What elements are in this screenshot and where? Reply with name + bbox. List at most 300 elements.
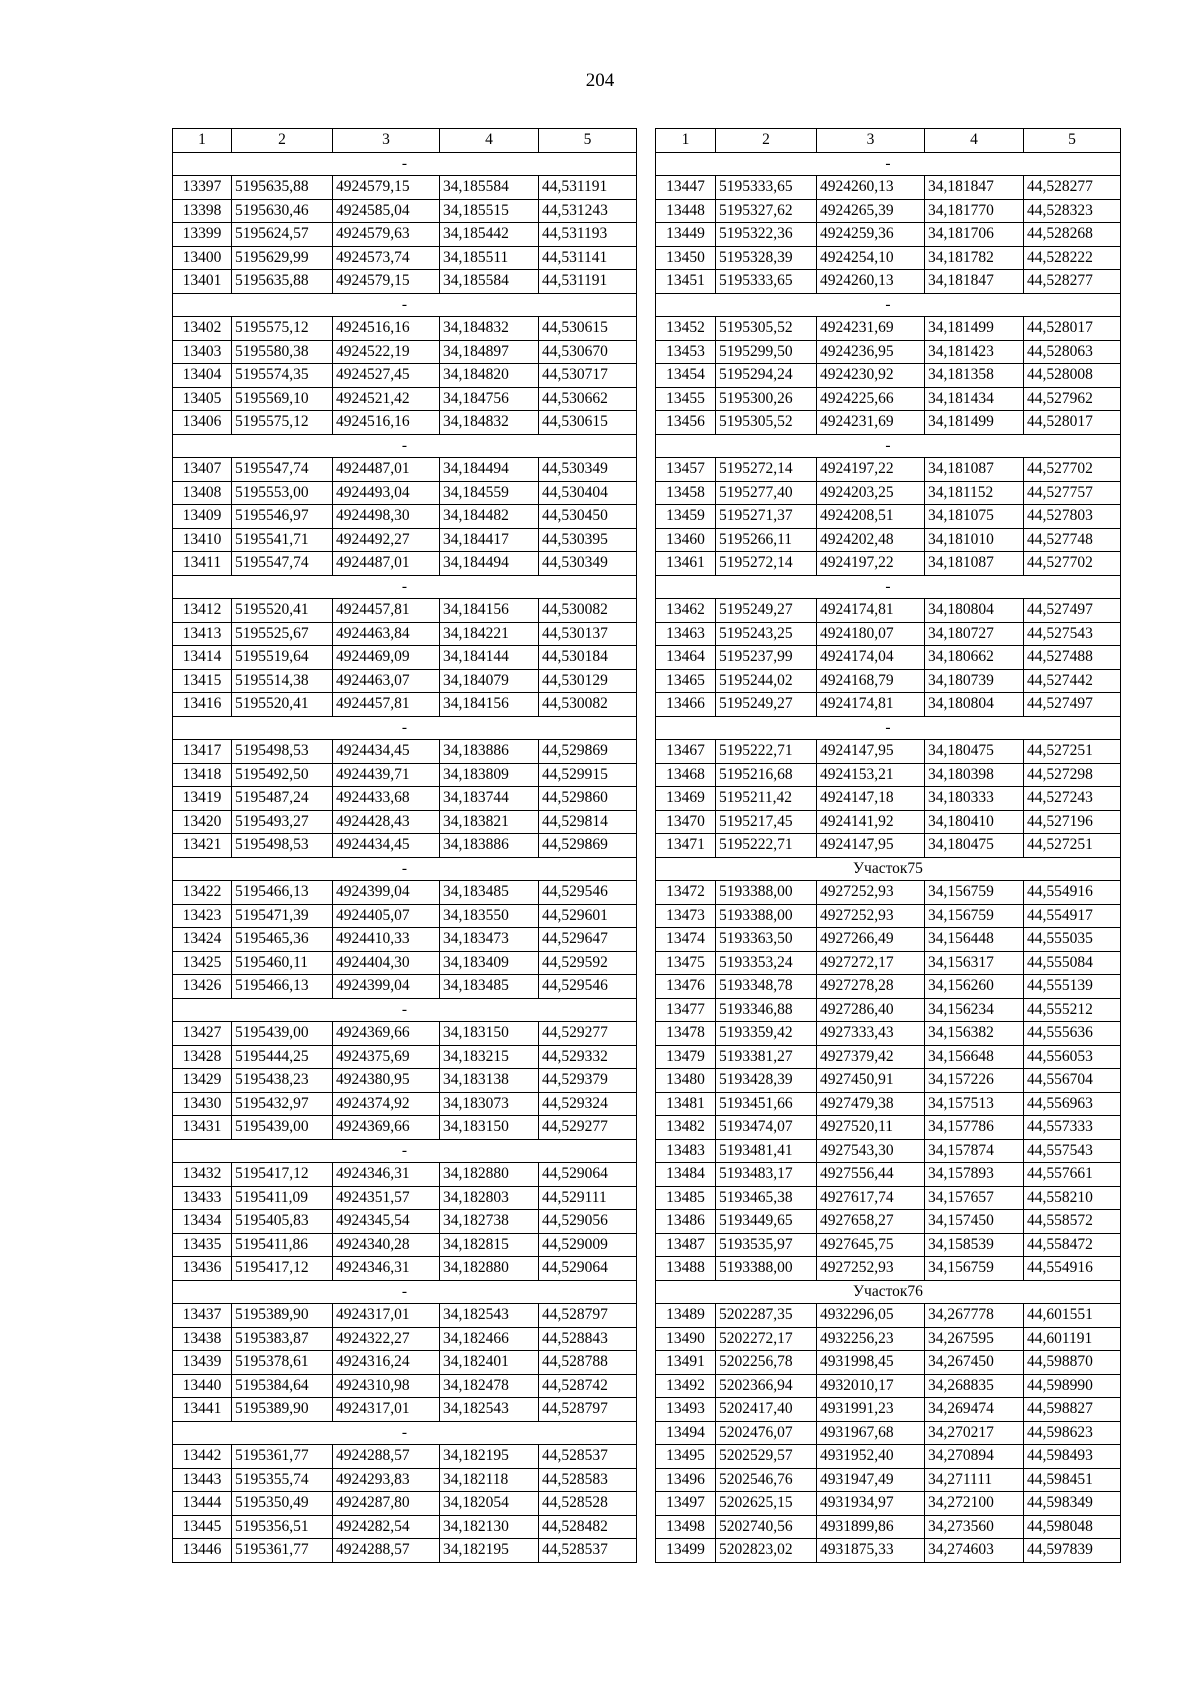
table-row [173, 881, 637, 905]
coordinate-cell: 34,156382 [925, 1022, 1024, 1046]
coordinate-cell: 4924310,98 [333, 1374, 440, 1398]
coordinate-cell: 5195575,12 [232, 411, 333, 435]
coordinate-cell: 5202256,78 [716, 1351, 817, 1375]
coordinate-cell: 5193428,39 [716, 1069, 817, 1093]
table-row [656, 223, 1121, 247]
coordinate-cell: 5195333,65 [716, 176, 817, 200]
coordinate-cell: 4927272,17 [817, 951, 925, 975]
coordinate-cell: 34,184897 [440, 340, 539, 364]
coordinate-cell: 34,184482 [440, 505, 539, 529]
coordinate-cell: 44,529601 [539, 904, 637, 928]
table-row [173, 1515, 637, 1539]
table-row [656, 975, 1121, 999]
table-row [656, 1022, 1121, 1046]
coordinate-cell: 4924434,45 [333, 740, 440, 764]
table-row [173, 481, 637, 505]
table-row [656, 176, 1121, 200]
coordinate-cell: 44,530670 [539, 340, 637, 364]
coordinate-cell: 34,183886 [440, 740, 539, 764]
coordinate-cell: 34,182130 [440, 1515, 539, 1539]
table-row [656, 340, 1121, 364]
point-number-cell: 13424 [173, 928, 232, 952]
coordinate-cell: 44,529592 [539, 951, 637, 975]
coordinate-cell: 5193481,41 [716, 1139, 817, 1163]
coordinate-cell: 5195411,09 [232, 1186, 333, 1210]
point-number-cell: 13444 [173, 1492, 232, 1516]
point-number-cell: 13402 [173, 317, 232, 341]
coordinate-cell: 34,184417 [440, 528, 539, 552]
column-header: 3 [333, 129, 440, 153]
coordinate-cell: 4924287,80 [333, 1492, 440, 1516]
point-number-cell: 13484 [656, 1163, 716, 1187]
coordinate-cell: 5195305,52 [716, 317, 817, 341]
coordinate-cell: 44,529277 [539, 1116, 637, 1140]
coordinate-cell: 4932296,05 [817, 1304, 925, 1328]
coordinate-cell: 4924498,30 [333, 505, 440, 529]
coordinate-cell: 5195361,77 [232, 1445, 333, 1469]
point-number-cell: 13409 [173, 505, 232, 529]
point-number-cell: 13498 [656, 1515, 716, 1539]
coordinate-cell: 4924174,81 [817, 693, 925, 717]
coordinate-cell: 5195466,13 [232, 881, 333, 905]
coordinate-cell: 44,529869 [539, 740, 637, 764]
coordinate-cell: 34,180410 [925, 810, 1024, 834]
point-number-cell: 13439 [173, 1351, 232, 1375]
table-row [656, 505, 1121, 529]
coordinate-cell: 34,267450 [925, 1351, 1024, 1375]
coordinate-cell: 5195439,00 [232, 1022, 333, 1046]
point-number-cell: 13488 [656, 1257, 716, 1281]
coordinate-cell: 5193465,38 [716, 1186, 817, 1210]
point-number-cell: 13457 [656, 458, 716, 482]
table-row [173, 317, 637, 341]
coordinate-cell: 5195541,71 [232, 528, 333, 552]
point-number-cell: 13463 [656, 622, 716, 646]
coordinate-cell: 4924573,74 [333, 246, 440, 270]
point-number-cell: 13483 [656, 1139, 716, 1163]
coordinate-cell: 4927252,93 [817, 904, 925, 928]
table-row [656, 458, 1121, 482]
section-label: - [656, 293, 1121, 317]
point-number-cell: 13434 [173, 1210, 232, 1234]
coordinate-cell: 4924340,28 [333, 1233, 440, 1257]
coordinate-cell: 34,182195 [440, 1445, 539, 1469]
point-number-cell: 13419 [173, 787, 232, 811]
point-number-cell: 13479 [656, 1045, 716, 1069]
coordinate-cell: 44,527962 [1024, 387, 1121, 411]
coordinate-cell: 5193381,27 [716, 1045, 817, 1069]
coordinate-cell: 4924259,36 [817, 223, 925, 247]
table-row [656, 552, 1121, 576]
coordinate-cell: 44,530615 [539, 411, 637, 435]
table-row [173, 246, 637, 270]
coordinate-cell: 44,529546 [539, 881, 637, 905]
coordinate-cell: 5195328,39 [716, 246, 817, 270]
section-label: - [173, 575, 637, 599]
point-number-cell: 13477 [656, 998, 716, 1022]
table-row [173, 646, 637, 670]
coordinate-cell: 44,530184 [539, 646, 637, 670]
coordinate-cell: 34,183821 [440, 810, 539, 834]
coordinate-cell: 5195438,23 [232, 1069, 333, 1093]
table-row [656, 481, 1121, 505]
coordinate-cell: 5195520,41 [232, 693, 333, 717]
coordinate-cell: 44,529064 [539, 1163, 637, 1187]
header-row [656, 129, 1121, 153]
coordinate-cell: 44,598623 [1024, 1421, 1121, 1445]
coordinate-cell: 44,528843 [539, 1327, 637, 1351]
coordinate-cell: 44,555636 [1024, 1022, 1121, 1046]
coordinate-cell: 4924487,01 [333, 552, 440, 576]
coordinate-cell: 4924197,22 [817, 552, 925, 576]
coordinate-cell: 44,554916 [1024, 881, 1121, 905]
coordinate-cell: 5195519,64 [232, 646, 333, 670]
coordinate-cell: 4924260,13 [817, 270, 925, 294]
coordinate-cell: 4924434,45 [333, 834, 440, 858]
coordinate-cell: 5195244,02 [716, 669, 817, 693]
coordinate-cell: 5193449,65 [716, 1210, 817, 1234]
point-number-cell: 13494 [656, 1421, 716, 1445]
column-header: 2 [716, 129, 817, 153]
coordinate-cell: 34,183886 [440, 834, 539, 858]
coordinate-cell: 34,273560 [925, 1515, 1024, 1539]
table-row [656, 1398, 1121, 1422]
coordinate-cell: 4931991,23 [817, 1398, 925, 1422]
table-row [173, 1257, 637, 1281]
coordinate-cell: 34,185515 [440, 199, 539, 223]
coordinate-cell: 34,267595 [925, 1327, 1024, 1351]
coordinate-cell: 5195466,13 [232, 975, 333, 999]
coordinate-cell: 44,530082 [539, 599, 637, 623]
coordinate-cell: 5195272,14 [716, 458, 817, 482]
table-row [173, 505, 637, 529]
coordinate-cell: 5195277,40 [716, 481, 817, 505]
table-row [656, 387, 1121, 411]
coordinate-cell: 4927252,93 [817, 1257, 925, 1281]
coordinate-cell: 5193388,00 [716, 1257, 817, 1281]
coordinate-cell: 4924579,63 [333, 223, 440, 247]
coordinate-cell: 5195514,38 [232, 669, 333, 693]
section-separator-row [173, 152, 637, 176]
coordinate-cell: 44,555139 [1024, 975, 1121, 999]
coordinate-cell: 34,181087 [925, 458, 1024, 482]
coordinate-cell: 44,527748 [1024, 528, 1121, 552]
coordinate-cell: 5195553,00 [232, 481, 333, 505]
coordinate-cell: 34,185511 [440, 246, 539, 270]
coordinate-cell: 5202529,57 [716, 1445, 817, 1469]
coordinate-cell: 34,183473 [440, 928, 539, 952]
coordinate-cell: 5202366,94 [716, 1374, 817, 1398]
section-separator-row [173, 1139, 637, 1163]
coordinate-cell: 5195465,36 [232, 928, 333, 952]
coordinate-cell: 34,182466 [440, 1327, 539, 1351]
coordinate-cell: 44,529647 [539, 928, 637, 952]
table-row [656, 199, 1121, 223]
coordinate-cell: 4924288,57 [333, 1445, 440, 1469]
point-number-cell: 13415 [173, 669, 232, 693]
point-number-cell: 13496 [656, 1468, 716, 1492]
section-label: - [173, 1139, 637, 1163]
coordinate-cell: 4924202,48 [817, 528, 925, 552]
coordinate-cell: 44,598990 [1024, 1374, 1121, 1398]
table-row [656, 1327, 1121, 1351]
column-header: 3 [817, 129, 925, 153]
coordinate-cell: 4932256,23 [817, 1327, 925, 1351]
point-number-cell: 13481 [656, 1092, 716, 1116]
coordinate-cell: 4924317,01 [333, 1304, 440, 1328]
point-number-cell: 13437 [173, 1304, 232, 1328]
table-row [656, 951, 1121, 975]
coordinate-cell: 4924180,07 [817, 622, 925, 646]
coordinate-cell: 5195498,53 [232, 740, 333, 764]
point-number-cell: 13473 [656, 904, 716, 928]
point-number-cell: 13411 [173, 552, 232, 576]
table-row [173, 1069, 637, 1093]
coordinate-cell: 44,531141 [539, 246, 637, 270]
table-row [173, 928, 637, 952]
coordinate-cell: 5193388,00 [716, 904, 817, 928]
table-row [656, 622, 1121, 646]
coordinate-cell: 44,527251 [1024, 834, 1121, 858]
coordinate-cell: 5195378,61 [232, 1351, 333, 1375]
point-number-cell: 13475 [656, 951, 716, 975]
coordinate-cell: 4927617,74 [817, 1186, 925, 1210]
coordinate-cell: 5195294,24 [716, 364, 817, 388]
coordinate-cell: 34,181499 [925, 411, 1024, 435]
coordinate-cell: 44,554916 [1024, 1257, 1121, 1281]
table-row [173, 904, 637, 928]
section-label: - [173, 1280, 637, 1304]
point-number-cell: 13450 [656, 246, 716, 270]
coordinate-cell: 34,185584 [440, 270, 539, 294]
point-number-cell: 13436 [173, 1257, 232, 1281]
point-number-cell: 13453 [656, 340, 716, 364]
coordinate-cell: 5195361,77 [232, 1539, 333, 1563]
coordinate-cell: 5195630,46 [232, 199, 333, 223]
table-row [173, 199, 637, 223]
coordinate-cell: 34,183809 [440, 763, 539, 787]
coordinate-cell: 5195300,26 [716, 387, 817, 411]
point-number-cell: 13469 [656, 787, 716, 811]
table-row [656, 1492, 1121, 1516]
coordinate-cell: 44,528008 [1024, 364, 1121, 388]
coordinate-cell: 34,181847 [925, 176, 1024, 200]
coordinate-cell: 34,184832 [440, 317, 539, 341]
coordinate-cell: 44,529064 [539, 1257, 637, 1281]
point-number-cell: 13414 [173, 646, 232, 670]
coordinate-cell: 5195237,99 [716, 646, 817, 670]
coordinate-cell: 44,598827 [1024, 1398, 1121, 1422]
coordinate-cell: 34,184756 [440, 387, 539, 411]
table-row [173, 669, 637, 693]
coordinate-cell: 44,529379 [539, 1069, 637, 1093]
coordinate-cell: 4931934,97 [817, 1492, 925, 1516]
table-row [173, 1327, 637, 1351]
coordinate-cell: 44,529869 [539, 834, 637, 858]
coordinate-cell: 44,597839 [1024, 1539, 1121, 1563]
coordinate-cell: 4927520,11 [817, 1116, 925, 1140]
column-header: 2 [232, 129, 333, 153]
coordinate-cell: 4924254,10 [817, 246, 925, 270]
coordinate-cell: 5195629,99 [232, 246, 333, 270]
coordinate-cell: 5195299,50 [716, 340, 817, 364]
point-number-cell: 13420 [173, 810, 232, 834]
coordinate-cell: 44,528537 [539, 1539, 637, 1563]
coordinate-cell: 4927252,93 [817, 881, 925, 905]
coordinate-cell: 4924230,92 [817, 364, 925, 388]
coordinate-cell: 5195487,24 [232, 787, 333, 811]
section-separator-row [656, 152, 1121, 176]
point-number-cell: 13458 [656, 481, 716, 505]
coordinate-cell: 44,528017 [1024, 411, 1121, 435]
table-row [656, 1421, 1121, 1445]
table-row [656, 1139, 1121, 1163]
coordinate-cell: 4924168,79 [817, 669, 925, 693]
section-separator-row [173, 998, 637, 1022]
coordinate-cell: 34,181358 [925, 364, 1024, 388]
section-label: - [173, 716, 637, 740]
point-number-cell: 13497 [656, 1492, 716, 1516]
coordinate-cell: 4924174,04 [817, 646, 925, 670]
coordinate-cell: 34,182118 [440, 1468, 539, 1492]
coordinate-cell: 4924174,81 [817, 599, 925, 623]
page-number: 204 [585, 70, 615, 91]
point-number-cell: 13427 [173, 1022, 232, 1046]
table-row [173, 1163, 637, 1187]
table-row [173, 270, 637, 294]
point-number-cell: 13464 [656, 646, 716, 670]
table-row [173, 1351, 637, 1375]
table-row [173, 340, 637, 364]
coordinate-cell: 34,181087 [925, 552, 1024, 576]
point-number-cell: 13447 [656, 176, 716, 200]
coordinate-cell: 5195249,27 [716, 693, 817, 717]
point-number-cell: 13495 [656, 1445, 716, 1469]
coordinate-cell: 44,528797 [539, 1398, 637, 1422]
table-row [173, 1468, 637, 1492]
coordinate-cell: 4924527,45 [333, 364, 440, 388]
point-number-cell: 13485 [656, 1186, 716, 1210]
table-row [656, 998, 1121, 1022]
point-number-cell: 13423 [173, 904, 232, 928]
point-number-cell: 13449 [656, 223, 716, 247]
table-row [173, 1445, 637, 1469]
coordinate-cell: 44,555084 [1024, 951, 1121, 975]
point-number-cell: 13417 [173, 740, 232, 764]
table-row [656, 246, 1121, 270]
point-number-cell: 13462 [656, 599, 716, 623]
point-number-cell: 13398 [173, 199, 232, 223]
point-number-cell: 13480 [656, 1069, 716, 1093]
coordinate-cell: 34,156234 [925, 998, 1024, 1022]
coordinate-cell: 5195547,74 [232, 552, 333, 576]
table-row [173, 1233, 637, 1257]
table-row [173, 787, 637, 811]
coordinate-cell: 44,598048 [1024, 1515, 1121, 1539]
coordinate-cell: 5195546,97 [232, 505, 333, 529]
table-row [173, 1092, 637, 1116]
table-row [656, 1069, 1121, 1093]
coordinate-cell: 34,184144 [440, 646, 539, 670]
point-number-cell: 13401 [173, 270, 232, 294]
coordinate-cell: 4924293,83 [333, 1468, 440, 1492]
coordinate-cell: 44,528583 [539, 1468, 637, 1492]
coordinate-cell: 5195222,71 [716, 740, 817, 764]
coordinate-cell: 44,528222 [1024, 246, 1121, 270]
point-number-cell: 13433 [173, 1186, 232, 1210]
coordinate-cell: 44,529324 [539, 1092, 637, 1116]
point-number-cell: 13431 [173, 1116, 232, 1140]
coordinate-cell: 34,182543 [440, 1304, 539, 1328]
coordinate-cell: 4927543,30 [817, 1139, 925, 1163]
coordinate-cell: 44,529860 [539, 787, 637, 811]
coordinate-cell: 5195635,88 [232, 270, 333, 294]
coordinate-cell: 5195520,41 [232, 599, 333, 623]
coordinate-cell: 5195498,53 [232, 834, 333, 858]
coordinate-cell: 34,182815 [440, 1233, 539, 1257]
coordinate-cell: 44,527702 [1024, 458, 1121, 482]
section-label: Участок76 [656, 1280, 1121, 1304]
coordinate-cell: 4924317,01 [333, 1398, 440, 1422]
coordinate-cell: 4927556,44 [817, 1163, 925, 1187]
table-row [173, 364, 637, 388]
coordinate-cell: 34,180333 [925, 787, 1024, 811]
section-separator-row [656, 1280, 1121, 1304]
table-row [656, 1515, 1121, 1539]
coordinate-cell: 5193483,17 [716, 1163, 817, 1187]
coordinate-cell: 44,530662 [539, 387, 637, 411]
coordinate-cell: 5195266,11 [716, 528, 817, 552]
coordinate-cell: 4924153,21 [817, 763, 925, 787]
coordinate-cell: 4924203,25 [817, 481, 925, 505]
table-row [656, 1163, 1121, 1187]
table-row [656, 1304, 1121, 1328]
coordinate-cell: 4924197,22 [817, 458, 925, 482]
point-number-cell: 13461 [656, 552, 716, 576]
coordinate-cell: 34,270894 [925, 1445, 1024, 1469]
coordinate-cell: 5202740,56 [716, 1515, 817, 1539]
coordinate-cell: 44,527196 [1024, 810, 1121, 834]
coordinate-cell: 44,527497 [1024, 693, 1121, 717]
table-row [173, 763, 637, 787]
point-number-cell: 13465 [656, 669, 716, 693]
coordinate-cell: 34,183744 [440, 787, 539, 811]
coordinate-cell: 34,184494 [440, 458, 539, 482]
coordinate-cell: 4927266,49 [817, 928, 925, 952]
coordinate-cell: 44,529056 [539, 1210, 637, 1234]
section-separator-row [173, 716, 637, 740]
coordinate-cell: 34,180662 [925, 646, 1024, 670]
point-number-cell: 13445 [173, 1515, 232, 1539]
coordinate-cell: 5193346,88 [716, 998, 817, 1022]
point-number-cell: 13403 [173, 340, 232, 364]
table-row [656, 810, 1121, 834]
coordinate-cell: 34,180398 [925, 763, 1024, 787]
coordinate-cell: 44,527803 [1024, 505, 1121, 529]
point-number-cell: 13400 [173, 246, 232, 270]
coordinate-cell: 44,528017 [1024, 317, 1121, 341]
coordinate-cell: 5195574,35 [232, 364, 333, 388]
coordinate-cell: 5193359,42 [716, 1022, 817, 1046]
coordinate-cell: 5195405,83 [232, 1210, 333, 1234]
coordinate-cell: 4924522,19 [333, 340, 440, 364]
coordinate-cell: 4927278,28 [817, 975, 925, 999]
coordinate-cell: 4924236,95 [817, 340, 925, 364]
coordinate-cell: 4924439,71 [333, 763, 440, 787]
coordinate-cell: 34,181782 [925, 246, 1024, 270]
coordinate-cell: 34,183150 [440, 1022, 539, 1046]
coordinate-cell: 44,528528 [539, 1492, 637, 1516]
